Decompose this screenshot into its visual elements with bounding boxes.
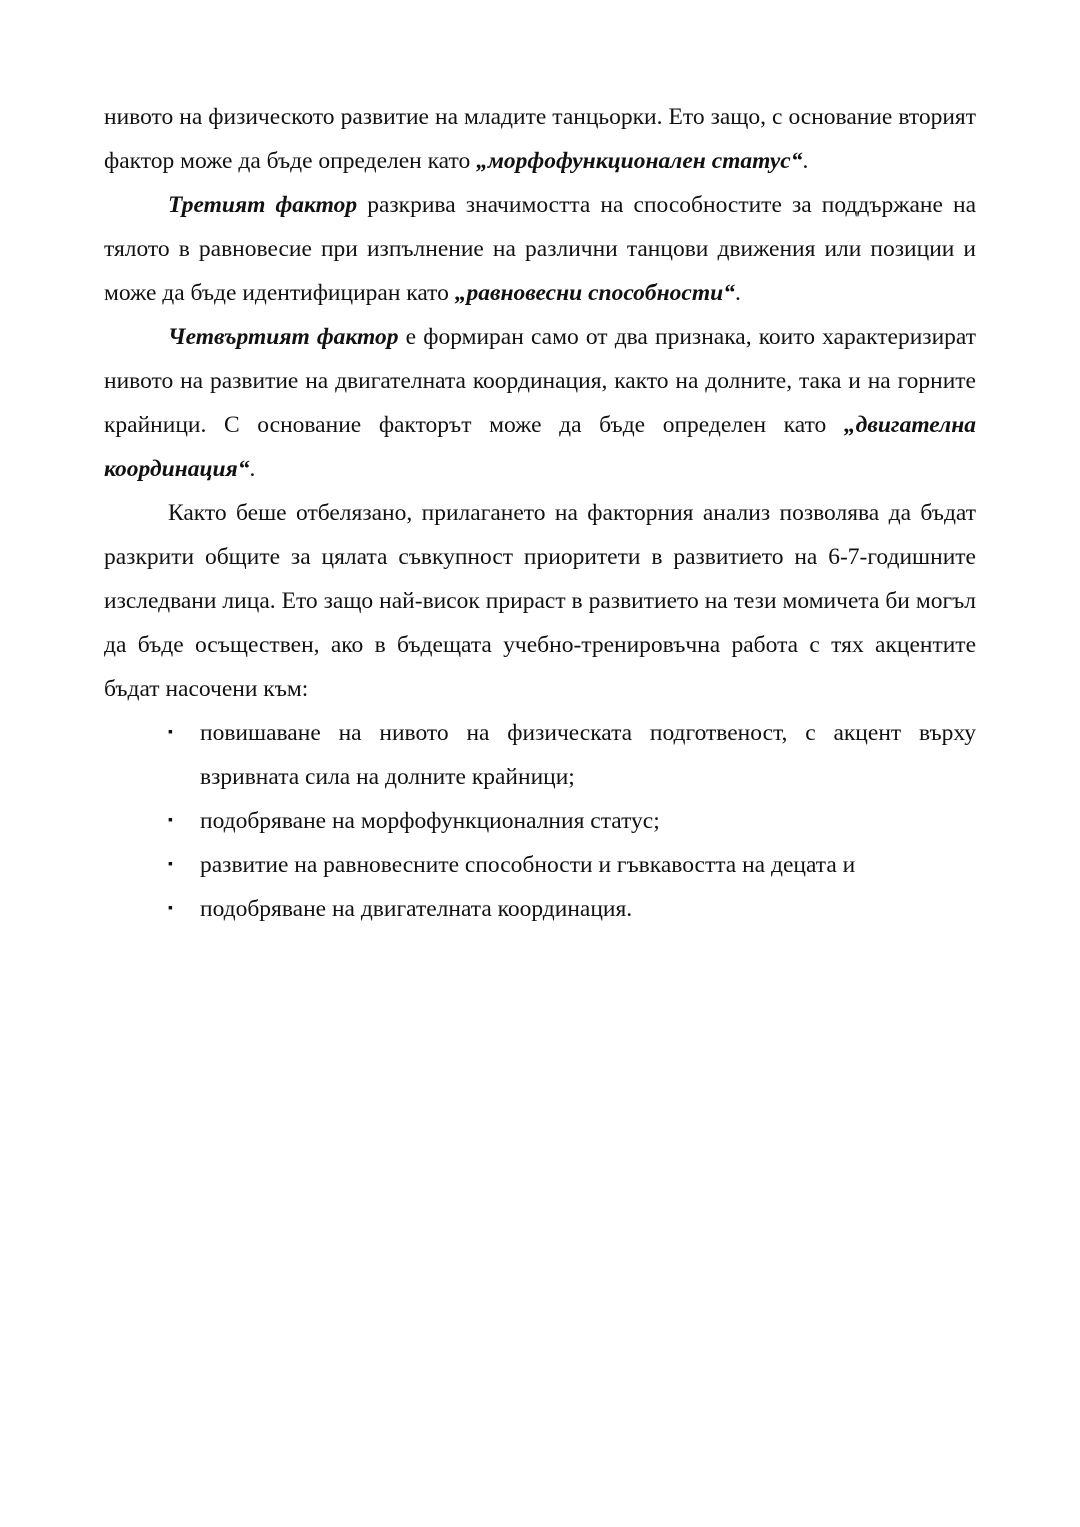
document-page (104, 95, 976, 931)
paragraph-text: нивото на физическото развитие на младите танцьорки. Ето защо, с основание вторият фактор може да бъде определен като (104, 104, 976, 174)
list-item (168, 887, 976, 931)
term-third-factor: Третият фактор (168, 192, 358, 218)
term-morphofunctional-status: „морфофункционален статус“ (476, 148, 803, 174)
bullet-icon: ▪ (168, 813, 173, 828)
paragraph-text: Както беше отбелязано, прилагането на факторния анализ позволява да бъдат разкрити общите за цялата съвкупност приоритети в развитието на 6-7-годишните изследвани лица. Ето защо най-висок прираст в развитието на тези момичета би могъл да бъде осъществен, ако в бъдещата учебно-тренировъчна работа с тях акцентите бъдат насочени към: (104, 500, 976, 702)
bullet-icon: ▪ (168, 725, 173, 740)
paragraph-tail: . (249, 456, 256, 482)
list-item-text: подобряване на морфофункционалния статус; (200, 808, 660, 834)
list-item-text: развитие на равновесните способности и гъвкавостта на децата и (200, 852, 856, 878)
list-item (168, 711, 976, 799)
list-item (168, 843, 976, 887)
paragraph-conclusion (104, 491, 976, 711)
term-motor-coordination: „двигателна координация“ (104, 412, 976, 482)
bullet-icon: ▪ (168, 901, 173, 916)
paragraph-third-factor (104, 183, 976, 315)
list-item-text: повишаване на нивото на физическата подготвеност, с акцент върху взривната сила на долните крайници; (200, 720, 976, 790)
bullet-icon: ▪ (168, 857, 173, 872)
paragraph-tail: . (802, 148, 809, 174)
priority-list (104, 711, 976, 931)
paragraph-tail: . (734, 280, 741, 306)
paragraph-fourth-factor (104, 315, 976, 491)
list-item (168, 799, 976, 843)
term-balance-abilities: „равновесни способности“ (454, 280, 735, 306)
paragraph-text: е формиран само от два признака, които характеризират нивото на развитие на двигателната координация, както на долните, така и на горните крайници. С основание факторът може да бъде определен като (104, 324, 976, 438)
paragraph-text: разкрива значимостта на способностите за поддържане на тялото в равновесие при изпълнение на различни танцови движения или позиции и може да бъде идентифициран като (104, 192, 977, 306)
list-item-text: подобряване на двигателната координация. (200, 896, 633, 922)
term-fourth-factor: Четвъртият фактор (168, 324, 399, 350)
paragraph-morphofunctional (104, 95, 976, 183)
